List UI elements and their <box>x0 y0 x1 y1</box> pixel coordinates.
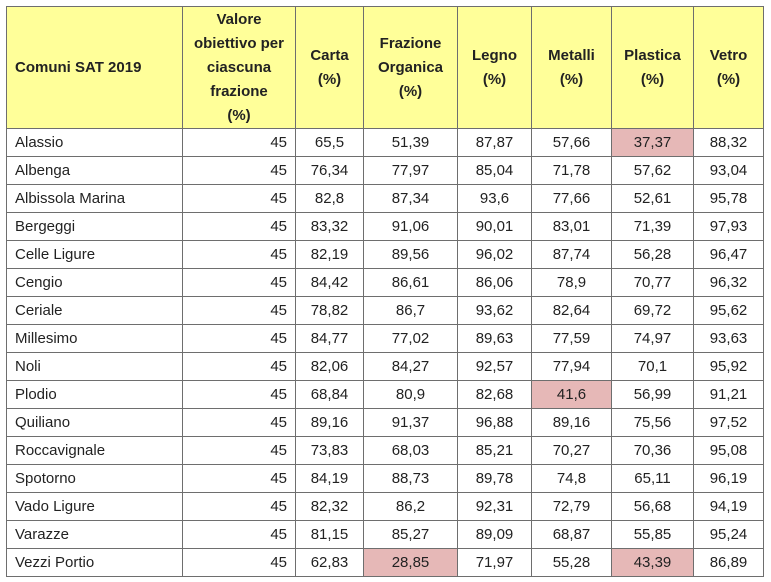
header-legno <box>458 7 532 129</box>
cell-legno: 82,68 <box>458 381 532 409</box>
cell-carta: 84,19 <box>296 465 364 493</box>
cell-carta: 84,42 <box>296 269 364 297</box>
cell-plastica: 69,72 <box>612 297 694 325</box>
table-row <box>7 521 764 549</box>
cell-vetro: 91,21 <box>694 381 764 409</box>
header-line: Vetro <box>709 46 748 64</box>
cell-vetro: 96,32 <box>694 269 764 297</box>
cell-legno: 96,88 <box>458 409 532 437</box>
cell-legno: 87,87 <box>458 129 532 157</box>
cell-metalli: 87,74 <box>532 241 612 269</box>
table-row <box>7 493 764 521</box>
cell-organica: 68,03 <box>364 437 458 465</box>
cell-organica: 51,39 <box>364 129 458 157</box>
header-line: obiettivo per <box>193 34 284 52</box>
cell-plastica: 71,39 <box>612 213 694 241</box>
cell-obiettivo: 45 <box>183 185 296 213</box>
cell-carta: 65,5 <box>296 129 364 157</box>
cell-metalli: 72,79 <box>532 493 612 521</box>
table-row <box>7 185 764 213</box>
table-row <box>7 381 764 409</box>
cell-comune: Albenga <box>7 157 183 185</box>
header-plastica <box>612 7 694 129</box>
header-line: Organica <box>377 58 444 76</box>
cell-legno: 71,97 <box>458 549 532 577</box>
cell-comune: Alassio <box>7 129 183 157</box>
cell-legno: 90,01 <box>458 213 532 241</box>
cell-comune: Quiliano <box>7 409 183 437</box>
cell-obiettivo: 45 <box>183 521 296 549</box>
cell-metalli: 77,94 <box>532 353 612 381</box>
table-row <box>7 325 764 353</box>
cell-carta: 68,84 <box>296 381 364 409</box>
cell-vetro: 97,52 <box>694 409 764 437</box>
cell-carta: 83,32 <box>296 213 364 241</box>
cell-obiettivo: 45 <box>183 493 296 521</box>
header-line: (%) <box>398 82 423 100</box>
cell-vetro: 93,04 <box>694 157 764 185</box>
cell-organica: 84,27 <box>364 353 458 381</box>
header-line: Legno <box>472 46 517 64</box>
cell-carta: 73,83 <box>296 437 364 465</box>
cell-organica: 86,2 <box>364 493 458 521</box>
cell-legno: 92,31 <box>458 493 532 521</box>
cell-obiettivo: 45 <box>183 409 296 437</box>
cell-plastica: 55,85 <box>612 521 694 549</box>
table-row <box>7 213 764 241</box>
cell-comune: Plodio <box>7 381 183 409</box>
cell-legno: 93,62 <box>458 297 532 325</box>
cell-carta: 78,82 <box>296 297 364 325</box>
cell-vetro: 96,19 <box>694 465 764 493</box>
header-comuni <box>7 7 183 129</box>
cell-legno: 89,09 <box>458 521 532 549</box>
cell-organica: 86,7 <box>364 297 458 325</box>
cell-plastica: 74,97 <box>612 325 694 353</box>
cell-organica: 91,06 <box>364 213 458 241</box>
cell-organica: 80,9 <box>364 381 458 409</box>
cell-metalli: 89,16 <box>532 409 612 437</box>
cell-comune: Vado Ligure <box>7 493 183 521</box>
cell-metalli: 68,87 <box>532 521 612 549</box>
cell-carta: 82,06 <box>296 353 364 381</box>
table-row <box>7 241 764 269</box>
cell-vetro: 96,47 <box>694 241 764 269</box>
header-line: ciascuna <box>206 58 272 76</box>
cell-comune: Bergeggi <box>7 213 183 241</box>
header-line: Frazione <box>379 34 442 52</box>
cell-obiettivo: 45 <box>183 157 296 185</box>
cell-vetro: 95,08 <box>694 437 764 465</box>
cell-organica: 77,97 <box>364 157 458 185</box>
cell-vetro: 97,93 <box>694 213 764 241</box>
cell-vetro: 95,78 <box>694 185 764 213</box>
cell-legno: 92,57 <box>458 353 532 381</box>
cell-comune: Ceriale <box>7 297 183 325</box>
header-line: Plastica <box>624 46 681 64</box>
cell-obiettivo: 45 <box>183 381 296 409</box>
cell-metalli: 55,28 <box>532 549 612 577</box>
header-line: (%) <box>640 70 665 88</box>
table-row <box>7 549 764 577</box>
header-line: frazione <box>210 82 268 100</box>
cell-obiettivo: 45 <box>183 129 296 157</box>
cell-obiettivo: 45 <box>183 437 296 465</box>
cell-metalli: 71,78 <box>532 157 612 185</box>
cell-carta: 62,83 <box>296 549 364 577</box>
table-header <box>7 7 764 129</box>
cell-metalli: 41,6 <box>532 381 612 409</box>
recycling-rates-table <box>6 6 764 577</box>
cell-comune: Vezzi Portio <box>7 549 183 577</box>
cell-organica: 91,37 <box>364 409 458 437</box>
cell-obiettivo: 45 <box>183 241 296 269</box>
cell-comune: Roccavignale <box>7 437 183 465</box>
header-line: (%) <box>317 70 342 88</box>
cell-organica: 86,61 <box>364 269 458 297</box>
cell-organica: 85,27 <box>364 521 458 549</box>
header-carta <box>296 7 364 129</box>
header-frazione-organica <box>364 7 458 129</box>
table-row <box>7 353 764 381</box>
cell-vetro: 86,89 <box>694 549 764 577</box>
header-line: (%) <box>716 70 741 88</box>
cell-plastica: 70,1 <box>612 353 694 381</box>
cell-obiettivo: 45 <box>183 549 296 577</box>
cell-metalli: 83,01 <box>532 213 612 241</box>
cell-vetro: 95,24 <box>694 521 764 549</box>
cell-comune: Albissola Marina <box>7 185 183 213</box>
cell-obiettivo: 45 <box>183 353 296 381</box>
cell-metalli: 77,66 <box>532 185 612 213</box>
cell-carta: 82,32 <box>296 493 364 521</box>
table-row <box>7 437 764 465</box>
cell-comune: Cengio <box>7 269 183 297</box>
cell-vetro: 93,63 <box>694 325 764 353</box>
cell-vetro: 95,92 <box>694 353 764 381</box>
cell-obiettivo: 45 <box>183 213 296 241</box>
cell-comune: Celle Ligure <box>7 241 183 269</box>
cell-vetro: 95,62 <box>694 297 764 325</box>
cell-legno: 93,6 <box>458 185 532 213</box>
header-line: Comuni SAT 2019 <box>15 58 142 76</box>
table-row <box>7 297 764 325</box>
cell-metalli: 78,9 <box>532 269 612 297</box>
cell-metalli: 74,8 <box>532 465 612 493</box>
cell-comune: Spotorno <box>7 465 183 493</box>
header-metalli <box>532 7 612 129</box>
cell-comune: Noli <box>7 353 183 381</box>
cell-organica: 88,73 <box>364 465 458 493</box>
cell-metalli: 70,27 <box>532 437 612 465</box>
header-row <box>7 7 764 129</box>
header-line: Metalli <box>548 46 595 64</box>
cell-organica: 77,02 <box>364 325 458 353</box>
cell-organica: 89,56 <box>364 241 458 269</box>
cell-plastica: 70,77 <box>612 269 694 297</box>
table-row <box>7 409 764 437</box>
cell-plastica: 52,61 <box>612 185 694 213</box>
cell-obiettivo: 45 <box>183 269 296 297</box>
cell-legno: 89,63 <box>458 325 532 353</box>
cell-legno: 86,06 <box>458 269 532 297</box>
header-valore-obiettivo <box>183 7 296 129</box>
table-row <box>7 157 764 185</box>
cell-legno: 85,21 <box>458 437 532 465</box>
cell-plastica: 37,37 <box>612 129 694 157</box>
cell-plastica: 56,68 <box>612 493 694 521</box>
header-line: (%) <box>482 70 507 88</box>
table-row <box>7 129 764 157</box>
cell-legno: 89,78 <box>458 465 532 493</box>
header-line: (%) <box>227 106 251 124</box>
cell-obiettivo: 45 <box>183 325 296 353</box>
cell-comune: Varazze <box>7 521 183 549</box>
table-body <box>7 129 764 577</box>
table-row <box>7 269 764 297</box>
header-line: (%) <box>559 70 584 88</box>
cell-obiettivo: 45 <box>183 465 296 493</box>
cell-plastica: 65,11 <box>612 465 694 493</box>
cell-legno: 85,04 <box>458 157 532 185</box>
cell-plastica: 75,56 <box>612 409 694 437</box>
cell-carta: 89,16 <box>296 409 364 437</box>
cell-carta: 76,34 <box>296 157 364 185</box>
cell-vetro: 94,19 <box>694 493 764 521</box>
cell-organica: 87,34 <box>364 185 458 213</box>
cell-plastica: 57,62 <box>612 157 694 185</box>
cell-carta: 84,77 <box>296 325 364 353</box>
cell-legno: 96,02 <box>458 241 532 269</box>
table-row <box>7 465 764 493</box>
cell-vetro: 88,32 <box>694 129 764 157</box>
cell-metalli: 82,64 <box>532 297 612 325</box>
cell-plastica: 43,39 <box>612 549 694 577</box>
header-line: Valore <box>216 10 262 28</box>
cell-plastica: 56,99 <box>612 381 694 409</box>
cell-carta: 81,15 <box>296 521 364 549</box>
header-line: Carta <box>310 46 349 64</box>
cell-obiettivo: 45 <box>183 297 296 325</box>
cell-carta: 82,19 <box>296 241 364 269</box>
cell-organica: 28,85 <box>364 549 458 577</box>
cell-plastica: 56,28 <box>612 241 694 269</box>
cell-comune: Millesimo <box>7 325 183 353</box>
cell-metalli: 77,59 <box>532 325 612 353</box>
header-vetro <box>694 7 764 129</box>
cell-carta: 82,8 <box>296 185 364 213</box>
cell-plastica: 70,36 <box>612 437 694 465</box>
cell-metalli: 57,66 <box>532 129 612 157</box>
